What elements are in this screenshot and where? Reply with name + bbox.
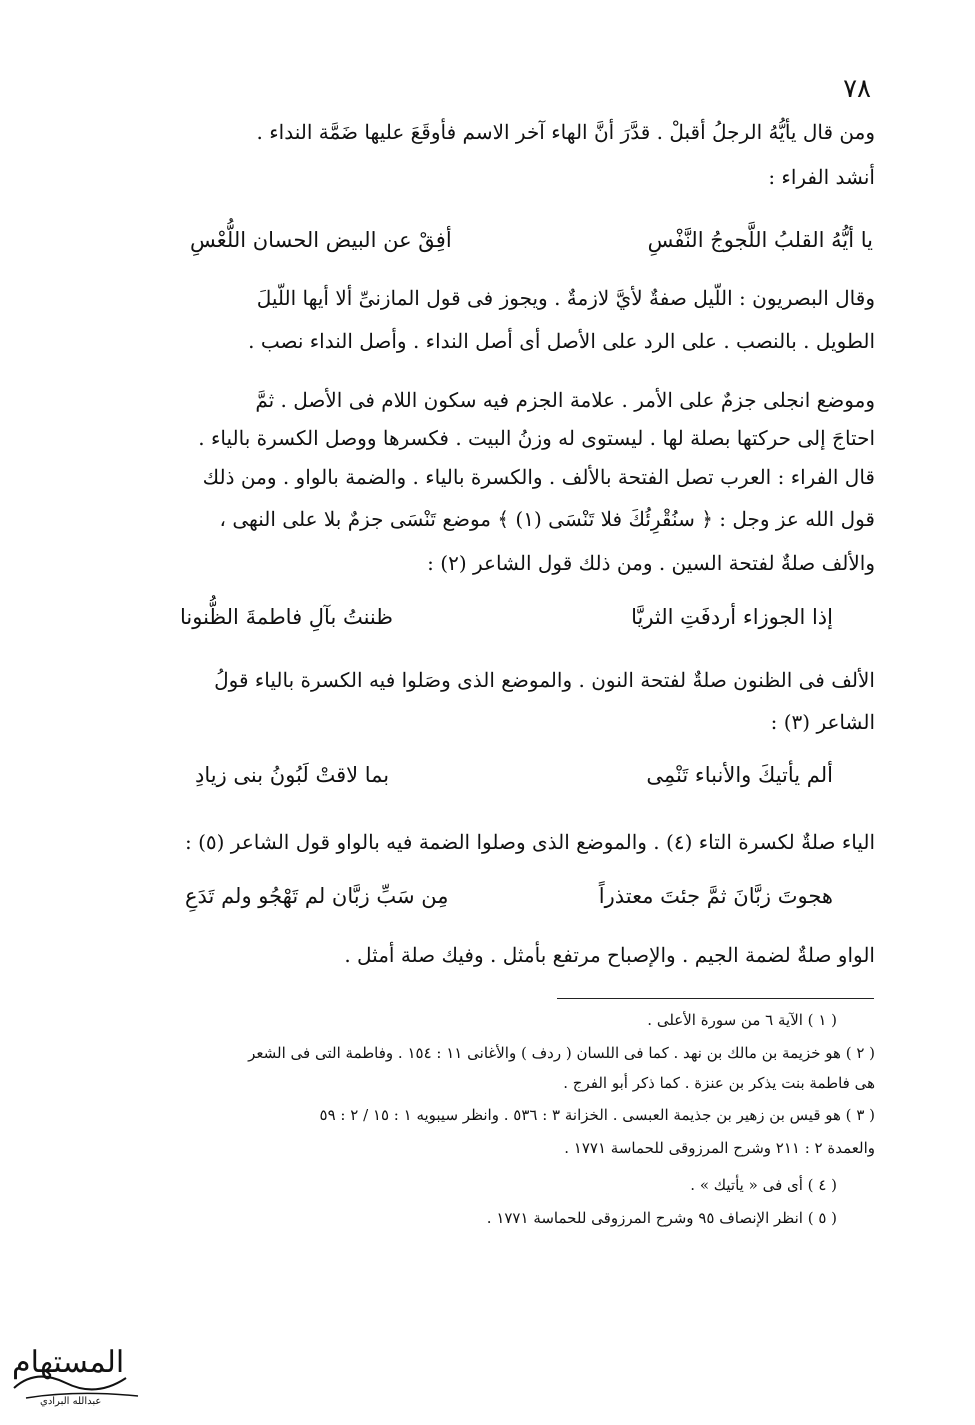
stamp-title: المستهام [12,1345,125,1380]
footnote: ( ٢ ) هو خزيمة بن مالك بن نهد . كما فى اللسان ( ردف ) والأغانى ١١ : ١٥٤ . وفاطمة التى فى الشعر [248,1044,875,1062]
text-line: وقال البصريون : اللَّيل صفةٌ لأيَّ لازمةٌ . ويجوز فى قول المازنىِّ ألا أيها اللَّيلَ [256,286,875,310]
footnote: ( ٣ ) هو قيس بن زهير بن جذيمة العبسى . الخزانة ٣ : ٥٣٦ . وانظر سيبويه ١ : ١٥ / ٢ : ٥٩ [319,1106,875,1124]
text-line: ومن قال يأيُّهُ الرجلُ أقبلْ . قدَّرَ أنَّ الهاء آخر الاسم فأوقَعَ عليها ضَمَّة النداء . [256,120,875,144]
stamp-subtitle: عبدالله البرادي [40,1396,102,1407]
text-line: قال الفراء : العرب تصل الفتحة بالألف . والكسرة بالياء . والضمة بالواو . ومن ذلك [202,465,875,489]
verse-hemistich-right: يا أيُّهُ القلبُ اللَّجوجُ النَّفْسِ [647,228,873,252]
text-line: الواو صلةٌ لضمة الجيم . والإصباح مرتفع بأمثل . وفيك صلة أمثل . [344,943,875,967]
verse [180,605,833,629]
verse-hemistich-right: إذا الجوزاء أردفَتِ الثريَّا [631,605,833,629]
footnote: ( ٤ ) أى فى « يأتيك » . [690,1176,837,1194]
verse-hemistich-left: بما لاقتْ لَبُونُ بنى زيادِ [195,763,390,787]
text-line: الياء صلةٌ لكسرة التاء (٤) . والموضع الذى وصلوا الضمة فيه بالواو قول الشاعر (٥) : [185,830,875,854]
text-line: الطويل . بالنصب . على الرد على الأصل أى أصل النداء . وأصل النداء نصب . [248,329,875,353]
verse-hemistich-left: ظننتُ بآلِ فاطمةَ الظُّنونا [180,605,393,629]
verse [190,228,873,252]
verse-hemistich-left: مِن سَبِّ زبَّان لم تَهْجُو ولم تَدَعِ [185,884,449,908]
footnote: والعمدة ٢ : ٢١١ وشرح المرزوقى للحماسة ١٧٧١ . [564,1139,875,1157]
footnote: ( ١ ) الآية ٦ من سورة الأعلى . [647,1011,837,1029]
verse-hemistich-left: أفِقْ عن البيض الحسان اللُّعْسِ [190,228,452,252]
text-line: احتاجَ إلى حركتها بصلة لها . ليستوى له وزنُ البيت . فكسرها ووصل الكسرة بالياء . [198,426,875,450]
text-line: أنشد الفراء : [768,165,875,189]
text-line: قول الله عز وجل : ﴿ سنُقْرِئُكَ فلا تَنْسَى (١) ﴾ موضع تَنْسَى جزمٌ بلا على النهى ، [219,507,875,531]
verse-hemistich-right: هجوتَ زبَّانَ ثمَّ جئتَ معتذراً [598,884,833,908]
footnote-divider [557,998,874,999]
text-line: الألف فى الظنون صلةٌ لفتحة النون . والموضع الذى وصَلوا فيه الكسرة بالياء قولُ [214,668,875,692]
text-line: الشاعر (٣) : [770,710,875,734]
verse [185,884,833,908]
verse [195,763,833,787]
verse-hemistich-right: ألم يأتيكَ والأنباء تَنْمِى [646,763,833,787]
footnote: هى فاطمة بنت يذكر بن عنزة . كما ذكر أبو الفرج . [563,1074,875,1092]
page-number: ٧٨ [843,74,871,104]
text-line: وموضع انجلى جزمٌ على الأمر . علامة الجزم فيه سكون اللام فى الأصل . ثمَّ [255,388,875,412]
footnote: ( ٥ ) انظر الإنصاف ٩٥ وشرح المرزوقى للحماسة ١٧٧١ . [486,1209,837,1227]
text-line: والألف صلةٌ لفتحة السين . ومن ذلك قول الشاعر (٢) : [427,551,875,575]
